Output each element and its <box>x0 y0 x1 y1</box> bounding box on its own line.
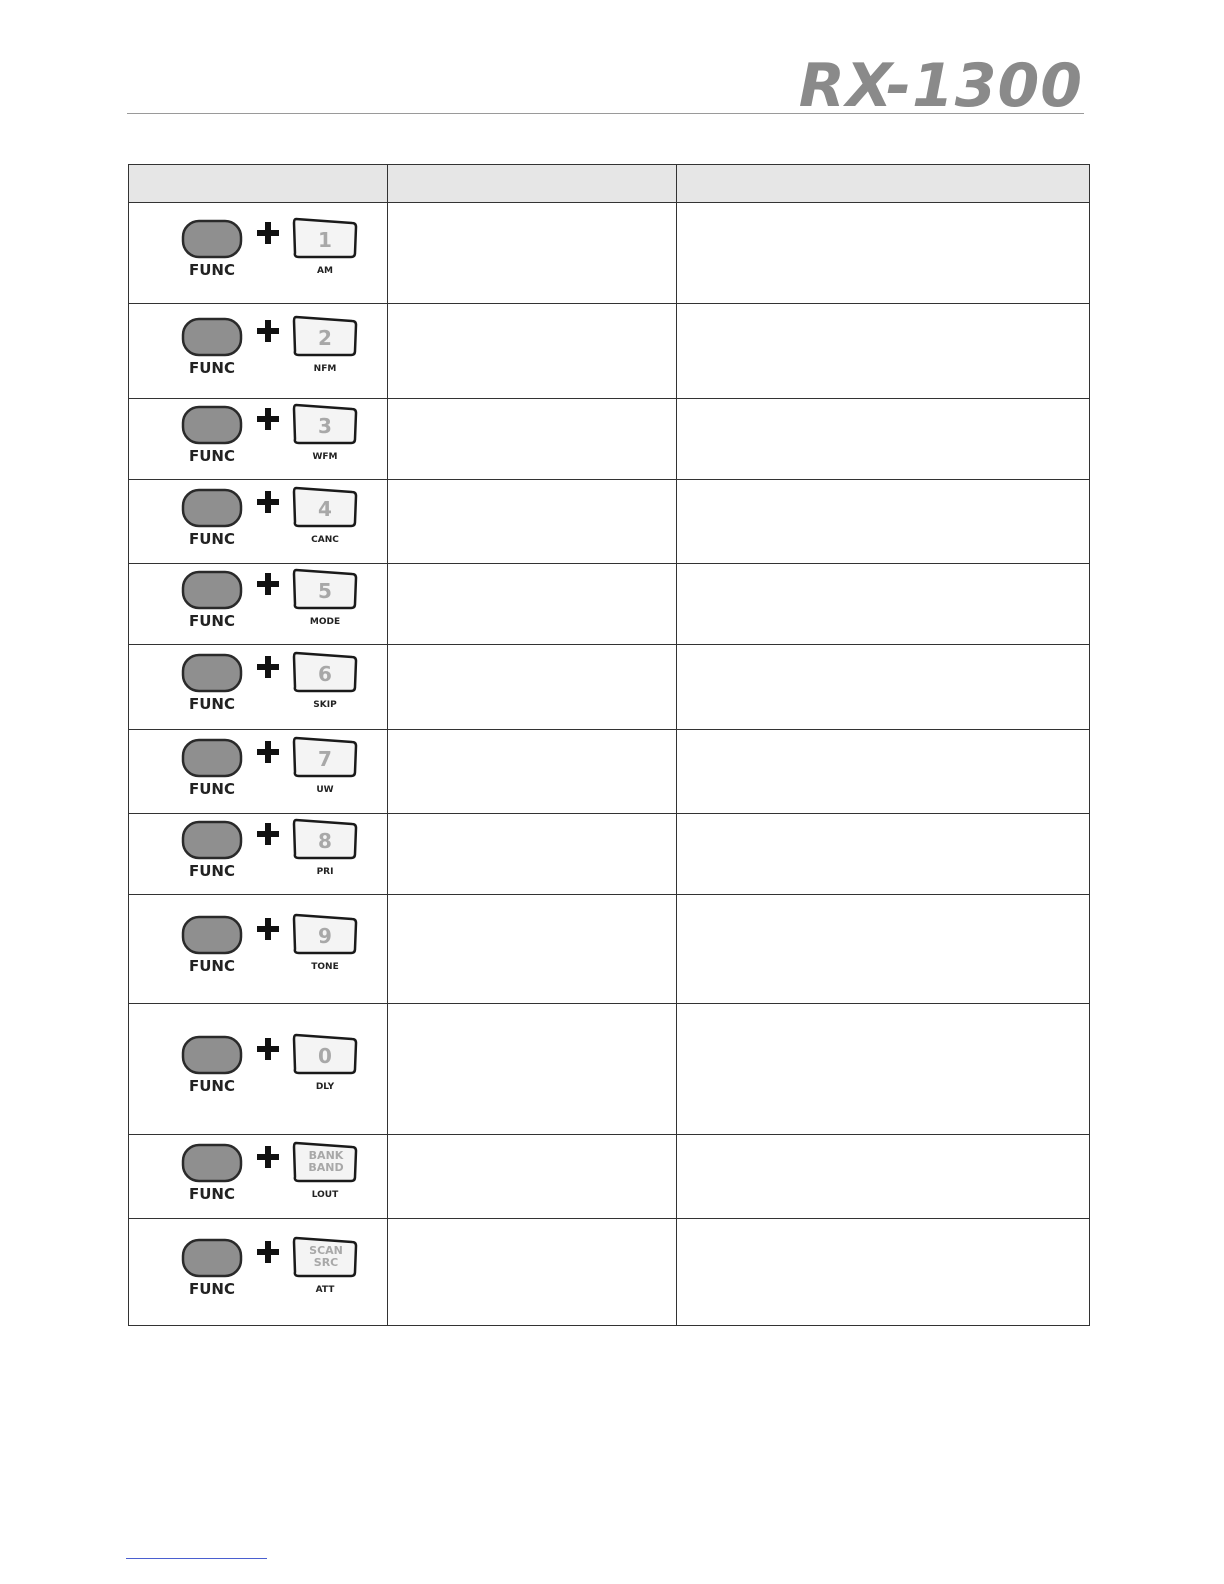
key-combination <box>158 909 358 989</box>
key-combination <box>158 399 358 479</box>
key-combo-cell <box>129 814 388 895</box>
key-combo-graphic <box>158 732 358 812</box>
key-main-label: BANK BAND <box>308 1148 344 1174</box>
table-row <box>129 564 1090 645</box>
description-cell <box>677 564 1090 645</box>
column-header-function <box>388 165 677 203</box>
key-combo-graphic <box>158 1232 358 1312</box>
key-combination <box>158 647 358 727</box>
description-cell <box>677 1004 1090 1135</box>
key-sub-label: ATT <box>315 1285 335 1295</box>
key-combo-cell <box>129 564 388 645</box>
key-main-label: SCAN SRC <box>309 1244 343 1269</box>
description-cell <box>677 304 1090 399</box>
table-row <box>129 645 1090 730</box>
function-cell <box>388 399 677 480</box>
key-combo-cell <box>129 203 388 304</box>
column-header-description <box>677 165 1090 203</box>
key-combo-cell <box>129 895 388 1004</box>
key-sub-label: TONE <box>311 962 339 972</box>
key-main-label: 0 <box>318 1044 332 1068</box>
key-combination <box>158 213 358 293</box>
plus-icon <box>257 1146 279 1168</box>
description-cell <box>677 814 1090 895</box>
table-row <box>129 730 1090 814</box>
key-sub-label: UW <box>316 784 334 795</box>
key-main-label: 2 <box>318 326 332 350</box>
func-key-icon <box>183 407 241 443</box>
func-key-icon <box>183 740 241 776</box>
table-row <box>129 480 1090 564</box>
function-cell <box>388 895 677 1004</box>
key-combo-graphic <box>158 814 358 894</box>
func-key-icon <box>183 1037 241 1073</box>
func-key-label: FUNC <box>189 1280 235 1298</box>
key-combination <box>158 482 358 562</box>
model-logo: RX-1300 <box>798 51 1083 121</box>
function-cell <box>388 203 677 304</box>
plus-icon <box>257 573 279 595</box>
key-sub-label: NFM <box>313 364 337 374</box>
key-sub-label: CANC <box>311 534 339 545</box>
description-cell <box>677 1135 1090 1219</box>
func-key-label: FUNC <box>189 1184 235 1203</box>
table-row <box>129 203 1090 304</box>
footer-link-line <box>126 1558 267 1559</box>
key-combination <box>158 1137 358 1217</box>
key-combo-graphic <box>158 1137 358 1217</box>
func-key-label: FUNC <box>189 862 235 880</box>
key-sub-label: DLY <box>315 1082 335 1092</box>
plus-icon <box>257 491 279 513</box>
key-combo-graphic <box>158 213 358 293</box>
key-combination <box>158 311 358 391</box>
description-cell <box>677 399 1090 480</box>
function-cell <box>388 730 677 814</box>
function-cell <box>388 645 677 730</box>
key-main-label: 9 <box>318 924 332 948</box>
key-sub-label: MODE <box>309 617 341 627</box>
func-key-icon <box>183 1145 241 1181</box>
table-row <box>129 814 1090 895</box>
function-cell <box>388 1219 677 1326</box>
key-combo-graphic <box>158 399 358 479</box>
plus-icon <box>257 741 279 763</box>
func-key-icon <box>183 655 241 691</box>
plus-icon <box>257 656 279 678</box>
key-sub-label: LOUT <box>311 1189 339 1200</box>
func-key-icon <box>183 572 241 608</box>
key-combination <box>158 1232 358 1312</box>
key-sub-label: SKIP <box>313 700 337 710</box>
func-key-icon <box>183 1240 241 1276</box>
func-key-icon <box>183 822 241 858</box>
key-main-label: 8 <box>318 829 332 853</box>
func-key-label: FUNC <box>189 1077 235 1095</box>
func-key-label: FUNC <box>189 612 235 630</box>
plus-icon <box>257 1241 279 1263</box>
key-combo-graphic <box>158 647 358 727</box>
table-row <box>129 895 1090 1004</box>
description-cell <box>677 1219 1090 1326</box>
plus-icon <box>257 320 279 342</box>
key-combination <box>158 814 358 894</box>
function-cell <box>388 480 677 564</box>
func-key-icon <box>183 221 241 257</box>
key-combo-graphic <box>158 564 358 644</box>
function-cell <box>388 1004 677 1135</box>
table-row <box>129 399 1090 480</box>
key-combination <box>158 564 358 644</box>
table-row <box>129 1004 1090 1135</box>
function-cell <box>388 304 677 399</box>
key-main-label: 7 <box>318 746 332 771</box>
key-combo-cell <box>129 399 388 480</box>
func-key-label: FUNC <box>189 261 235 279</box>
key-main-label: 5 <box>318 579 332 603</box>
function-key-table <box>128 164 1090 1326</box>
header-rule <box>127 113 1084 114</box>
key-main-label: 6 <box>318 662 332 686</box>
key-combo-cell <box>129 1219 388 1326</box>
column-header-key <box>129 165 388 203</box>
plus-icon <box>257 918 279 940</box>
key-combo-cell <box>129 1135 388 1219</box>
key-combination <box>158 732 358 812</box>
key-sub-label: WFM <box>312 452 338 462</box>
plus-icon <box>257 1038 279 1060</box>
key-sub-label: PRI <box>316 867 334 877</box>
description-cell <box>677 895 1090 1004</box>
function-cell <box>388 814 677 895</box>
key-main-label: 3 <box>318 414 332 438</box>
func-key-label: FUNC <box>189 695 235 713</box>
key-combo-graphic <box>158 482 358 562</box>
key-combo-graphic <box>158 909 358 989</box>
func-key-label: FUNC <box>189 957 235 975</box>
key-combo-cell <box>129 645 388 730</box>
key-combo-graphic <box>158 311 358 391</box>
description-cell <box>677 203 1090 304</box>
plus-icon <box>257 408 279 430</box>
description-cell <box>677 730 1090 814</box>
func-key-label: FUNC <box>189 359 235 377</box>
description-cell <box>677 480 1090 564</box>
table-row <box>129 1135 1090 1219</box>
table-row <box>129 1219 1090 1326</box>
key-combo-cell <box>129 304 388 399</box>
key-combo-cell <box>129 480 388 564</box>
func-key-label: FUNC <box>189 779 235 798</box>
plus-icon <box>257 823 279 845</box>
key-combo-graphic <box>158 1029 358 1109</box>
function-cell <box>388 564 677 645</box>
func-key-label: FUNC <box>189 447 235 465</box>
key-sub-label: AM <box>317 266 333 276</box>
description-cell <box>677 645 1090 730</box>
func-key-icon <box>183 319 241 355</box>
table-row <box>129 304 1090 399</box>
function-cell <box>388 1135 677 1219</box>
plus-icon <box>257 222 279 244</box>
key-main-label: 1 <box>318 228 332 252</box>
key-main-label: 4 <box>318 496 332 521</box>
func-key-label: FUNC <box>189 529 235 548</box>
key-combo-cell <box>129 730 388 814</box>
func-key-icon <box>183 917 241 953</box>
key-combo-cell <box>129 1004 388 1135</box>
key-combination <box>158 1029 358 1109</box>
func-key-icon <box>183 490 241 526</box>
table-header-row <box>129 165 1090 203</box>
